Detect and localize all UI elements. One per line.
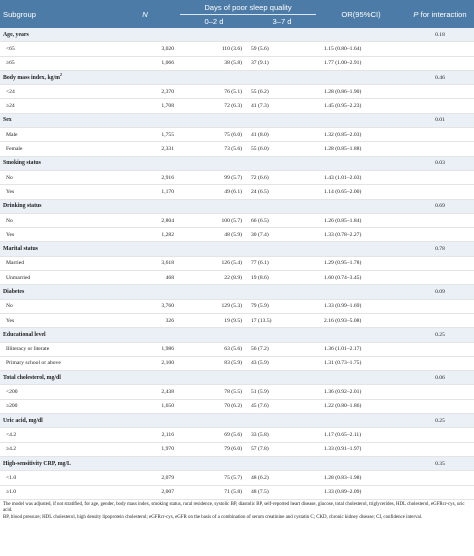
days-0-2-value: 76 (5.1) [180, 85, 248, 99]
days-0-2-value: 78 (5.5) [180, 385, 248, 399]
group-row [0, 242, 474, 256]
days-0-2-value: 126 (5.4) [180, 256, 248, 270]
days-3-7-value: 79 (5.9) [248, 299, 316, 313]
subgroup-label: ≥4.2 [0, 442, 110, 456]
table-header [0, 0, 474, 28]
p-interaction-value: 0.06 [406, 371, 474, 385]
group-label: Age, years [0, 28, 110, 42]
table-row [0, 299, 474, 313]
group-label: Uric acid, mg/dl [0, 414, 110, 428]
p-interaction-value: 0.78 [406, 242, 474, 256]
subgroup-label: ≥1.0 [0, 485, 110, 499]
subgroup-label: ≥65 [0, 56, 110, 70]
group-row [0, 414, 474, 428]
n-value: 1,986 [110, 342, 180, 356]
days-3-7-value: 55 (6.0) [248, 142, 316, 156]
or-ci-value: 1.33 (0.78–2.27) [316, 228, 406, 242]
p-interaction-value: 0.01 [406, 113, 474, 127]
n-value: 468 [110, 271, 180, 285]
table-row [0, 170, 474, 184]
subgroup-label: Primary school or above [0, 356, 110, 370]
table-row [0, 471, 474, 485]
days-3-7-value: 48 (6.2) [248, 471, 316, 485]
days-0-2-value: 75 (5.7) [180, 471, 248, 485]
group-label: Drinking status [0, 199, 110, 213]
days-0-2-value: 110 (3.6) [180, 42, 248, 56]
table-row [0, 356, 474, 370]
group-label: Diabetes [0, 285, 110, 299]
days-0-2-value: 38 (5.8) [180, 56, 248, 70]
subgroup-label: Yes [0, 313, 110, 327]
or-ci-value: 1.33 (0.91–1.97) [316, 442, 406, 456]
header-days-3-7: 3–7 d [248, 15, 316, 29]
n-value: 1,708 [110, 99, 180, 113]
table-row [0, 142, 474, 156]
n-value: 2,116 [110, 428, 180, 442]
header-days-poor-sleep: Days of poor sleep quality [180, 0, 316, 15]
n-value: 2,804 [110, 213, 180, 227]
days-0-2-value: 19 (9.5) [180, 313, 248, 327]
days-0-2-value: 72 (6.3) [180, 99, 248, 113]
table-footnotes [0, 500, 474, 521]
subgroup-label: Female [0, 142, 110, 156]
table-body [0, 28, 474, 499]
days-0-2-value: 79 (6.0) [180, 442, 248, 456]
p-interaction-value: 0.03 [406, 156, 474, 170]
subgroup-label: Male [0, 128, 110, 142]
footnote-adjustment: The model was adjusted, if not stratified, for age, gender, body mass index, smoking status, rural residence, systolic BP, diastolic BP, self-reported heart disease, glucose, total cholesterol, triglycerides, HDL cholesterol, eGFRcr-cys, uric acid. [3, 501, 465, 514]
days-0-2-value: 69 (5.6) [180, 428, 248, 442]
n-value: 2,916 [110, 170, 180, 184]
p-interaction-value: 0.46 [406, 70, 474, 84]
subgroup-label: Illiteracy or literate [0, 342, 110, 356]
days-3-7-value: 59 (5.6) [248, 42, 316, 56]
table-row [0, 399, 474, 413]
group-label: Educational level [0, 328, 110, 342]
or-ci-value: 1.17 (0.65–2.11) [316, 428, 406, 442]
group-label-superscript: 2 [60, 72, 62, 77]
n-value: 3,618 [110, 256, 180, 270]
table-row [0, 228, 474, 242]
n-value: 2,370 [110, 85, 180, 99]
p-interaction-value: 0.25 [406, 414, 474, 428]
days-3-7-value: 55 (6.2) [248, 85, 316, 99]
days-3-7-value: 57 (7.8) [248, 442, 316, 456]
group-row [0, 113, 474, 127]
days-3-7-value: 33 (5.8) [248, 428, 316, 442]
table-row [0, 85, 474, 99]
or-ci-value: 1.45 (0.95–2.23) [316, 99, 406, 113]
subgroup-label: <65 [0, 42, 110, 56]
days-0-2-value: 100 (5.7) [180, 213, 248, 227]
table-row [0, 342, 474, 356]
table-row [0, 56, 474, 70]
or-ci-value: 1.32 (0.85–2.03) [316, 128, 406, 142]
days-3-7-value: 41 (7.3) [248, 99, 316, 113]
subgroup-label: Married [0, 256, 110, 270]
or-ci-value: 1.36 (0.92–2.01) [316, 385, 406, 399]
n-value: 326 [110, 313, 180, 327]
days-0-2-value: 73 (5.6) [180, 142, 248, 156]
header-or-ci: OR(95%CI) [316, 0, 406, 28]
table-row [0, 213, 474, 227]
table-row [0, 42, 474, 56]
days-0-2-value: 71 (5.8) [180, 485, 248, 499]
group-label: Total cholesterol, mg/dl [0, 371, 110, 385]
p-interaction-value: 0.69 [406, 199, 474, 213]
subgroup-label: <4.2 [0, 428, 110, 442]
days-3-7-value: 48 (7.5) [248, 485, 316, 499]
or-ci-value: 2.16 (0.93–5.08) [316, 313, 406, 327]
n-value: 3,020 [110, 42, 180, 56]
n-value: 2,438 [110, 385, 180, 399]
days-3-7-value: 66 (6.5) [248, 213, 316, 227]
n-value: 1,282 [110, 228, 180, 242]
days-0-2-value: 70 (6.2) [180, 399, 248, 413]
n-value: 1,170 [110, 185, 180, 199]
group-label: Body mass index, $kg/m^2$ [0, 70, 110, 84]
header-p-interaction: P for interaction [406, 0, 474, 28]
group-label: Sex [0, 113, 110, 127]
group-row [0, 328, 474, 342]
group-row [0, 285, 474, 299]
days-3-7-value: 37 (9.1) [248, 56, 316, 70]
n-value: 2,079 [110, 471, 180, 485]
subgroup-label: No [0, 170, 110, 184]
table-row [0, 485, 474, 499]
subgroup-label: No [0, 213, 110, 227]
p-interaction-value: 0.09 [406, 285, 474, 299]
p-interaction-value: 0.18 [406, 28, 474, 42]
days-3-7-value: 19 (8.6) [248, 271, 316, 285]
n-value: 3,760 [110, 299, 180, 313]
table-row [0, 128, 474, 142]
header-subgroup: Subgroup [0, 0, 110, 28]
days-3-7-value: 24 (6.5) [248, 185, 316, 199]
days-3-7-value: 72 (6.6) [248, 170, 316, 184]
table-row [0, 271, 474, 285]
or-ci-value: 1.22 (0.80–1.86) [316, 399, 406, 413]
group-label: High-sensitivity CRP, mg/L [0, 456, 110, 470]
n-value: 1,650 [110, 399, 180, 413]
subgroup-label: Yes [0, 185, 110, 199]
n-value: 2,100 [110, 356, 180, 370]
group-label: Marital status [0, 242, 110, 256]
p-interaction-value: 0.25 [406, 328, 474, 342]
subgroup-label: <200 [0, 385, 110, 399]
n-value: 2,331 [110, 142, 180, 156]
or-ci-value: 1.28 (0.86–1.90) [316, 85, 406, 99]
days-3-7-value: 56 (7.2) [248, 342, 316, 356]
or-ci-value: 1.28 (0.85–1.88) [316, 142, 406, 156]
days-3-7-value: 45 (7.6) [248, 399, 316, 413]
days-3-7-value: 51 (5.9) [248, 385, 316, 399]
group-row [0, 199, 474, 213]
group-row [0, 70, 474, 84]
n-value: 1,066 [110, 56, 180, 70]
or-ci-value: 1.15 (0.80–1.64) [316, 42, 406, 56]
days-3-7-value: 43 (5.9) [248, 356, 316, 370]
days-0-2-value: 22 (8.9) [180, 271, 248, 285]
days-3-7-value: 77 (6.1) [248, 256, 316, 270]
subgroup-label: ≥200 [0, 399, 110, 413]
or-ci-value: 1.29 (0.95–1.78) [316, 256, 406, 270]
subgroup-label: Unmarried [0, 271, 110, 285]
or-ci-value: 1.28 (0.83–1.98) [316, 471, 406, 485]
group-row [0, 156, 474, 170]
table-row [0, 256, 474, 270]
or-ci-value: 1.31 (0.73–1.75) [316, 356, 406, 370]
group-row [0, 28, 474, 42]
days-3-7-value: 41 (8.0) [248, 128, 316, 142]
days-0-2-value: 75 (6.0) [180, 128, 248, 142]
p-interaction-value: 0.35 [406, 456, 474, 470]
or-ci-value: 1.14 (0.65–2.00) [316, 185, 406, 199]
days-0-2-value: 99 (5.7) [180, 170, 248, 184]
group-label: Smoking status [0, 156, 110, 170]
group-row [0, 456, 474, 470]
n-value: 1,755 [110, 128, 180, 142]
days-0-2-value: 63 (5.6) [180, 342, 248, 356]
subgroup-label: <24 [0, 85, 110, 99]
table-row [0, 99, 474, 113]
n-value: 1,970 [110, 442, 180, 456]
days-3-7-value: 30 (7.4) [248, 228, 316, 242]
or-ci-value: 1.43 (1.01–2.03) [316, 170, 406, 184]
header-n: N [110, 0, 180, 28]
days-0-2-value: 83 (5.9) [180, 356, 248, 370]
or-ci-value: 1.26 (0.85–1.84) [316, 213, 406, 227]
days-0-2-value: 48 (5.9) [180, 228, 248, 242]
header-days-0-2: 0–2 d [180, 15, 248, 29]
subgroup-label: No [0, 299, 110, 313]
or-ci-value: 1.77 (1.00–2.91) [316, 56, 406, 70]
or-ci-value: 1.33 (0.89–2.09) [316, 485, 406, 499]
footnote-abbreviations: BP, blood pressure; HDL cholesterol, high density lipoprotein cholesterol; eGFRcr-cys, eGFR on the basis of a combination of serum creatinine and cystatin C; CKD, chronic kidney disease; CI, confidence interval. [3, 514, 423, 520]
table-row [0, 313, 474, 327]
n-value: 2,007 [110, 485, 180, 499]
table-row [0, 428, 474, 442]
table-row [0, 185, 474, 199]
or-ci-value: 1.36 (1.01–2.17) [316, 342, 406, 356]
days-0-2-value: 49 (6.1) [180, 185, 248, 199]
or-ci-value: 1.60 (0.74–3.45) [316, 271, 406, 285]
table-row [0, 442, 474, 456]
days-0-2-value: 129 (5.3) [180, 299, 248, 313]
group-row [0, 371, 474, 385]
or-ci-value: 1.33 (0.99–1.69) [316, 299, 406, 313]
days-3-7-value: 17 (13.5) [248, 313, 316, 327]
subgroup-label: ≥24 [0, 99, 110, 113]
subgroup-label: <1.0 [0, 471, 110, 485]
table-row [0, 385, 474, 399]
subgroup-label: Yes [0, 228, 110, 242]
